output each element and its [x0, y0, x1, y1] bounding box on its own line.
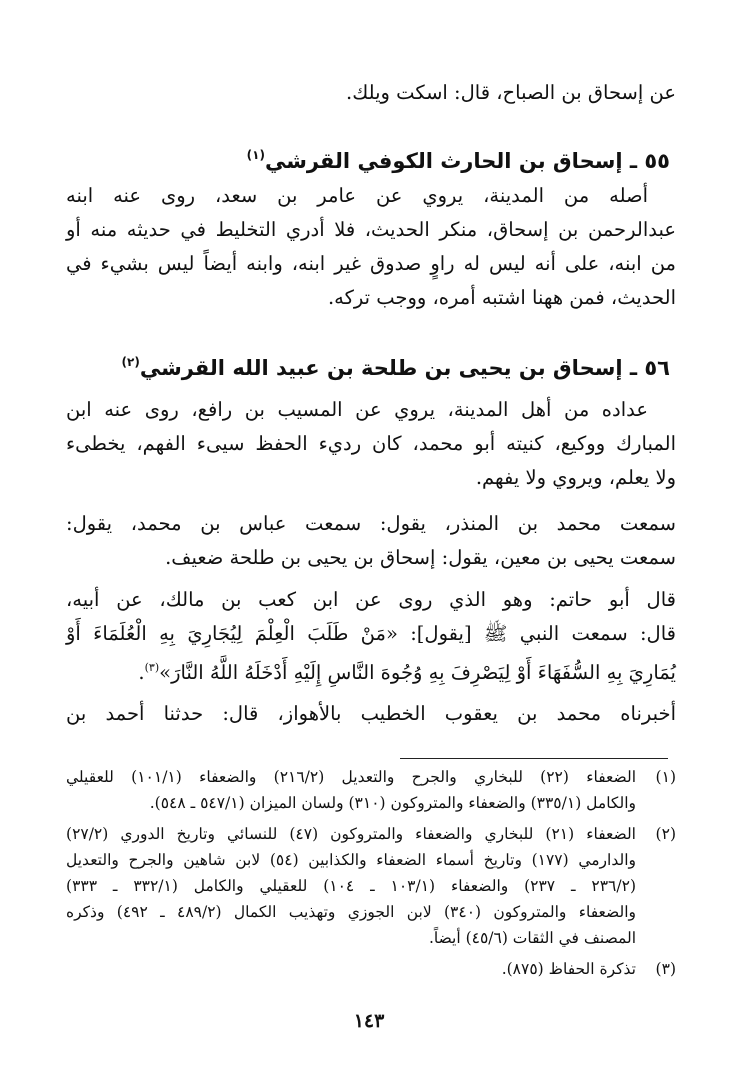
footnote-number: (٣): [655, 960, 676, 978]
text-line: ولا يعلم، ويروي ولا يفهم.: [475, 466, 676, 489]
page-number: ١٤٣: [353, 1010, 385, 1032]
text-line: عبدالرحمن بن إسحاق، منكر الحديث، فلا أدري التخليط في حديثه منه أو: [66, 218, 676, 241]
footnote-line: تذكرة الحفاظ (٨٧٥).: [501, 960, 636, 978]
footnote-line: والكامل (٣٣٥/١) والضعفاء والمتروكون (٣١٠) ولسان الميزان (٥٤٧/١ ـ ٥٤٨).: [149, 794, 636, 812]
hadith-text: يُمَارِيَ بِهِ السُّفَهَاءَ أَوْ لِيَصْرِفَ بِهِ وُجُوهَ النَّاسِ إِلَيْهِ أَدْخَلَهُ اللَّهُ النَّارَ»: [159, 661, 676, 684]
footnote-line: (٢٣٦/٢ ـ ٢٣٧) والضعفاء (١٠٣/١ ـ ١٠٤) للعقيلي والكامل (٣٣٢/١ ـ ٣٣٣): [66, 877, 636, 895]
footnote-line: والدارمي (١٧٧) وتاريخ أسماء الضعفاء والكذابين (٥٤) لابن شاهين والجرح والتعديل: [66, 851, 636, 869]
footnote-line: المصنف في الثقات (٤٥/٦) أيضاً.: [428, 929, 636, 947]
footnote-ref: (٣): [144, 661, 160, 674]
intro-line: [66, 76, 676, 110]
text-line: أخبرناه محمد بن يعقوب الخطيب بالأهواز، قال: حدثنا أحمد بن: [66, 702, 676, 725]
footnote-ref: (١): [246, 148, 265, 162]
text-line: قال: سمعت النبي ﷺ [يقول]: «مَنْ طَلَبَ الْعِلْمَ لِيُجَارِيَ بِهِ الْعُلَمَاءَ أَوْ: [66, 622, 676, 645]
text-line: عن إسحاق بن الصباح، قال: اسكت ويلك.: [346, 81, 676, 104]
footnote-line: الضعفاء (٢٢) للبخاري والجرح والتعديل (٢١٦/٢) والضعفاء (١٠١/١) للعقيلي: [66, 768, 637, 786]
text-line: عداده من أهل المدينة، يروي عن المسيب بن رافع، روى عنه ابن: [66, 398, 648, 421]
footnote-3: [66, 956, 676, 982]
text-line: [66, 651, 676, 690]
entry-heading-text: ٥٦ ـ إسحاق بن يحيى بن طلحة بن عبيد الله القرشي: [139, 356, 670, 380]
footnote-line: الضعفاء (٢١) للبخاري والضعفاء والمتروكون (٤٧) للنسائي وتاريخ الدوري (٢٧/٢): [66, 825, 636, 843]
entry-heading-text: ٥٥ ـ إسحاق بن الحارث الكوفي القرشي: [264, 149, 670, 173]
entry-heading-56: [70, 347, 670, 383]
footnote-ref: (٢): [121, 355, 140, 369]
entry-heading-55: [70, 140, 670, 176]
footnote-line: والضعفاء والمتروكون (٣٤٠) لابن الجوزي وتهذيب الكمال (٤٨٩/٢ ـ ٤٩٢) وذكره: [66, 903, 636, 921]
footnote-1: [66, 764, 676, 816]
footnote-number: (٢): [655, 825, 676, 843]
entry-56-paragraph-3: [66, 583, 676, 690]
footnote-2: [66, 821, 676, 951]
text-line: الحديث، فمن ههنا اشتبه أمره، ووجب تركه.: [327, 286, 676, 309]
footnote-separator: [400, 758, 668, 759]
footnote-number: (١): [655, 768, 676, 786]
text-line: سمعت محمد بن المنذر، يقول: سمعت عباس بن محمد، يقول:: [66, 512, 676, 535]
footnotes: [66, 764, 676, 987]
entry-56-paragraph-4: [66, 697, 676, 731]
entry-56-paragraph-2: [66, 507, 676, 575]
text-line: أصله من المدينة، يروي عن عامر بن سعد، روى عنه ابنه: [66, 184, 648, 207]
entry-56-paragraph-1: [66, 393, 676, 495]
text-line: قال أبو حاتم: وهو الذي روى عن ابن كعب بن مالك، عن أبيه،: [66, 588, 676, 611]
entry-55-paragraph: [66, 179, 676, 315]
end-punctuation: .: [138, 661, 145, 684]
text-line: من ابنه، على أنه ليس له راوٍ صدوق غير ابنه، وابنه أيضاً ليس بشيء في: [66, 252, 676, 275]
text-line: المبارك ووكيع، كنيته أبو محمد، كان رديء الحفظ سيىء الفهم، يخطىء: [66, 432, 676, 455]
text-line: سمعت يحيى بن معين، يقول: إسحاق بن يحيى بن طلحة ضعيف.: [165, 546, 676, 569]
